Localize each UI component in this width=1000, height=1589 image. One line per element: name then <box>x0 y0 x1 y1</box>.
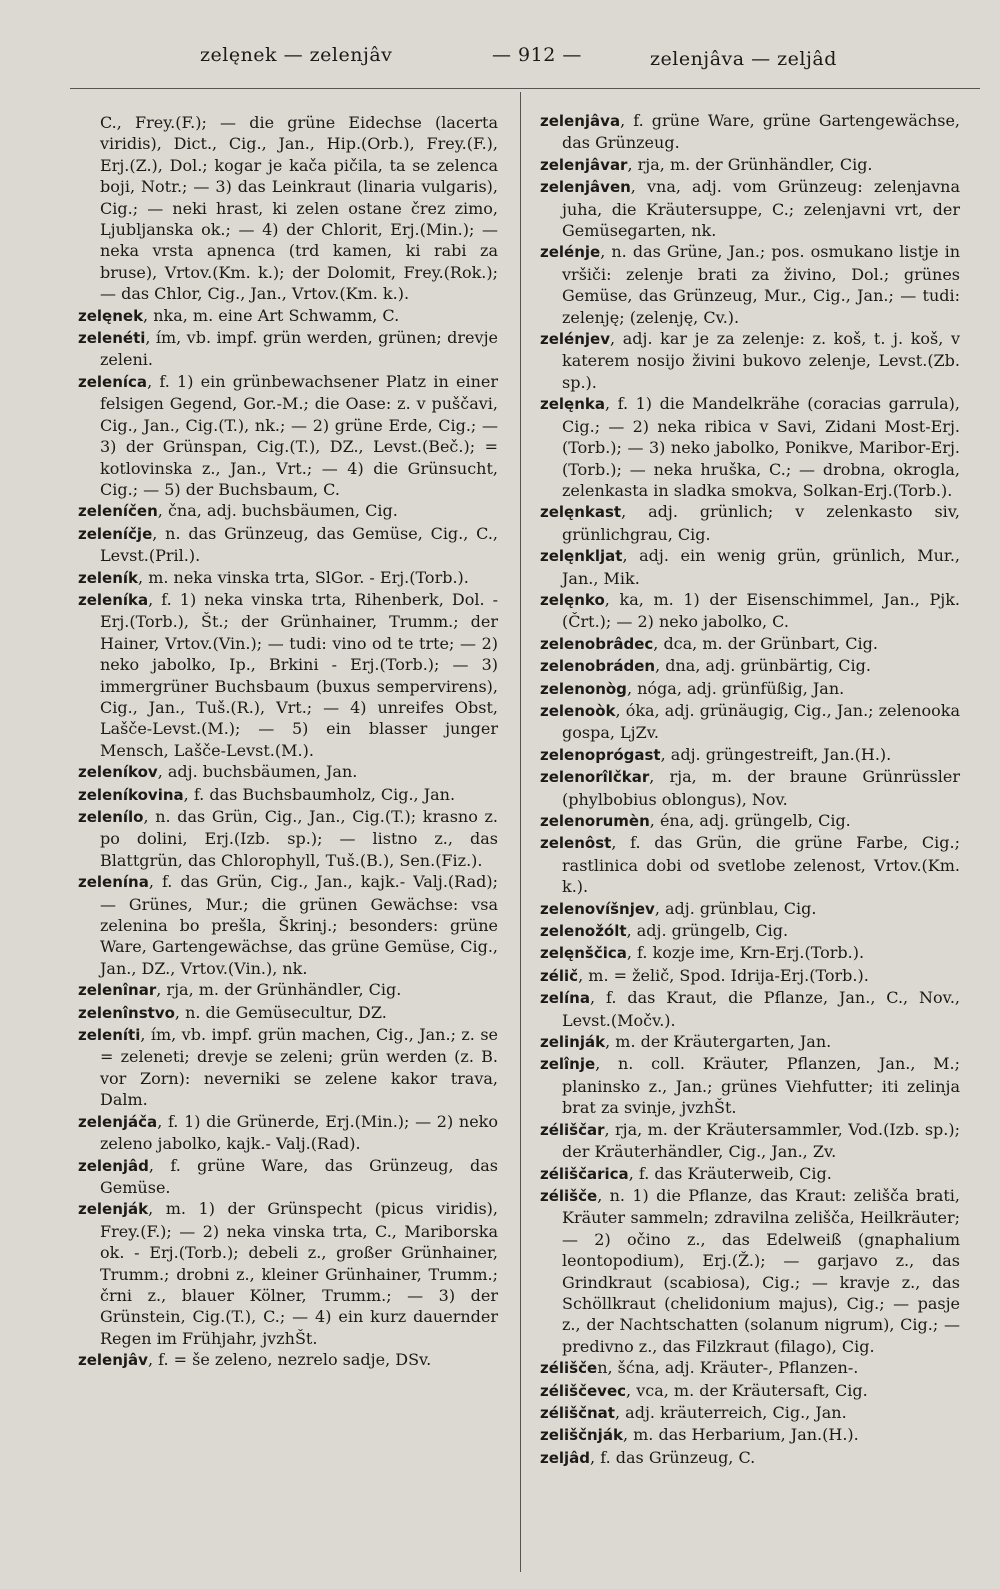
entry-definition: , vna, adj. vom Grünzeug: zelenjavna juha, die Kräutersuppe, C.; zelenjavni vrt, der Gemüsegarten, nk. <box>562 177 960 241</box>
entry-definition: , n. das Grüne, Jan.; pos. osmukano listje in vršiči: zelenje brati za živino, Dol.; grünes Gemüse, das Grünzeug, Mur., Cig., Jan.; — tudi: zelenję; (zelenję, Cv.). <box>562 242 960 327</box>
dictionary-entry <box>540 920 960 942</box>
entry-definition: , f. das Kräuterweib, Cig. <box>628 1163 832 1183</box>
dictionary-entry <box>78 806 498 871</box>
entry-definition: , ím, vb. impf. grün werden, grünen; drevje zeleni. <box>100 328 498 370</box>
entry-headword: zelenînar <box>78 981 157 1000</box>
dictionary-entry <box>78 305 498 327</box>
page-header <box>60 44 970 84</box>
dictionary-entry <box>540 589 960 633</box>
entry-definition: , f. 1) die Mandelkrähe (coracias garrula), Cig.; — 2) neka ribica v Savi, Zidani Most-Erj.(Torb.); — 3) neko jabolko, Ponikve, Maribor-Erj.(Torb.); — neka hruška, C.; — drobna, okrogla, zelenkasta in sladka smokva, Solkan-Erj.(Torb.). <box>562 394 960 500</box>
dictionary-entry <box>78 871 498 979</box>
header-right-guide-words: zelenjâva — zeljâd <box>650 48 837 70</box>
entry-headword: zelęnkast <box>540 503 622 522</box>
entry-headword: zelęnko <box>540 590 605 609</box>
entry-headword: zelęnek <box>78 306 144 325</box>
dictionary-entry <box>78 1198 498 1349</box>
right-column <box>540 110 960 1469</box>
entry-headword: zelenéti <box>78 329 146 348</box>
dictionary-entry <box>78 1349 498 1371</box>
dictionary-entry <box>540 1380 960 1402</box>
entry-definition: , adj. grüngelb, Cig. <box>626 921 789 941</box>
entry-headword: zéliščarica <box>540 1164 629 1183</box>
entry-definition: , adj. kar je za zelenje: z. koš, t. j. koš, v katerem nosijo živini bukovo zelenje, Levst.(Zb. sp.). <box>562 329 960 392</box>
entry-headword: zelenják <box>78 1200 149 1219</box>
entry-headword: zeleníca <box>78 372 148 391</box>
dictionary-entry <box>540 1447 960 1469</box>
dictionary-entry <box>540 545 960 589</box>
dictionary-entry <box>78 523 498 567</box>
entry-definition: , f. das Grünzeug, C. <box>590 1447 756 1467</box>
entry-definition: , f. grüne Ware, das Grünzeug, das Gemüse. <box>100 1155 498 1197</box>
dictionary-entry <box>78 1155 498 1199</box>
dictionary-entry <box>78 500 498 522</box>
entry-definition: , m. der Kräutergarten, Jan. <box>605 1032 832 1052</box>
entry-headword: zelénjev <box>540 330 610 349</box>
entry-headword: zeleníčje <box>78 524 153 543</box>
entry-definition: , adj. buchsbäumen, Jan. <box>157 762 358 782</box>
entry-headword: zelenînstvo <box>78 1003 175 1022</box>
entry-headword: zelenovíšnjev <box>540 899 655 918</box>
entry-definition: , rja, m. der braune Grünrüssler (phylbobius oblongus), Nov. <box>562 767 960 809</box>
entry-definition: , n. das Grünzeug, das Gemüse, Cig., C., Levst.(Pril.). <box>100 523 498 566</box>
entry-headword: zeleník <box>78 568 139 587</box>
entry-definition: C., Frey.(F.); — die grüne Eidechse (lacerta viridis), Dict., Cig., Jan., Hip.(Orb.), Frey.(F.), Erj.(Z.), Dol.; kogar je kača pičila, ta se zelenca boji, Notr.; — 3) das Leinkraut (linaria vulgaris), Cig.; — neki hrast, ki zelen ostane črez zimo, Ljubljanska ok.; — 4) der Chlorit, Erj.(Min.); — neka vrsta apnenca (trd kamen, ki rabi za bruse), Vrtov.(Km. k.); der Dolomit, Frey.(Rok.); — das Chlor, Cig., Jan., Vrtov.(Km. k.). <box>100 113 498 304</box>
entry-headword: zeleníkov <box>78 763 158 782</box>
entry-definition: , m. = želič, Spod. Idrija-Erj.(Torb.). <box>578 965 869 985</box>
entry-definition: , f. das Grün, Cig., Jan., kajk.- Valj.(Rad); — Grünes, Mur.; die grünen Gewächse: vsa zelenina bo prešla, Škrinj.; besonders: grüne Ware, Gartengewächse, das grüne Gemüse, Cig., Jan., DZ., Vrtov.(Vin.), nk. <box>100 872 498 978</box>
entry-headword: zélišče <box>540 1186 598 1205</box>
dictionary-entry <box>78 1024 498 1111</box>
entry-definition: , rja, m. der Kräutersammler, Vod.(Izb. sp.); der Kräuterhändler, Cig., Jan., Zv. <box>562 1119 960 1162</box>
dictionary-entry <box>540 241 960 328</box>
entry-headword: zelenoprógast <box>540 745 661 764</box>
entry-headword: zelína <box>540 989 590 1008</box>
entry-definition: , adj. grünblau, Cig. <box>654 898 817 918</box>
dictionary-entry <box>540 1053 960 1118</box>
entry-definition: , f. das Kraut, die Pflanze, Jan., C., Nov., Levst.(Močv.). <box>562 988 960 1030</box>
entry-definition: , f. grüne Ware, grüne Gartengewächse, das Grünzeug. <box>562 111 960 153</box>
dictionary-entry <box>78 979 498 1001</box>
dictionary-entry <box>540 110 960 154</box>
entry-headword: zéliščevec <box>540 1381 627 1400</box>
entry-definition: , óka, adj. grünäugig, Cig., Jan.; zelenooka gospa, LjZv. <box>562 700 960 743</box>
entry-headword: zelenjâva <box>540 112 621 130</box>
entry-headword: zelinják <box>540 1033 606 1052</box>
page-number: — 912 — <box>492 44 582 66</box>
entry-headword: zeliščnják <box>540 1426 623 1445</box>
dictionary-entry <box>540 1402 960 1424</box>
dictionary-entry <box>78 761 498 783</box>
dictionary-entry <box>540 1357 960 1379</box>
dictionary-entry <box>540 942 960 964</box>
entry-headword: zelenjâvar <box>540 155 628 174</box>
entry-definition: , f. = še zeleno, nezrelo sadje, DSv. <box>147 1350 432 1370</box>
entry-headword: zelęnkljat <box>540 547 623 566</box>
column-divider <box>520 92 521 1572</box>
dictionary-entry <box>78 784 498 806</box>
entry-definition: , nóga, adj. grünfüßig, Jan. <box>626 678 845 698</box>
entry-headword: zélič <box>540 966 579 985</box>
dictionary-entry <box>78 112 498 305</box>
entry-headword: zéliščar <box>540 1120 605 1139</box>
dictionary-entry <box>540 744 960 766</box>
entry-definition: , m. neka vinska trta, SlGor. - Erj.(Torb.). <box>138 567 469 587</box>
header-rule <box>70 88 980 89</box>
entry-headword: zéliščnat <box>540 1403 615 1422</box>
dictionary-entry <box>540 700 960 744</box>
dictionary-entry <box>78 371 498 500</box>
entry-definition: , rja, m. der Grünhändler, Cig. <box>156 980 402 1000</box>
entry-headword: zelenobráden <box>540 657 656 676</box>
header-left-guide-words: zelęnek — zelenjâv <box>200 44 393 66</box>
entry-headword: zeleníkovina <box>78 785 184 804</box>
entry-headword: zeleníka <box>78 590 149 609</box>
entry-definition: , n. coll. Kräuter, Pflanzen, Jan., M.; planinsko z., Jan.; grünes Viehfutter; iti zelinja brat za svinje, jvzhŠt. <box>562 1054 960 1118</box>
dictionary-entry <box>78 589 498 761</box>
entry-headword: zelenoòk <box>540 701 616 720</box>
dictionary-entry <box>540 176 960 241</box>
entry-headword: zelenonòg <box>540 679 627 698</box>
entry-definition: , n. 1) die Pflanze, das Kraut: zelišča brati, Kräuter sammeln; zdravilna zelišča, Heilkräuter; — 2) očino z., das Edelweiß (gnaphalium leontopodium), Erj.(Ž.); — garjavo z., das Grindkraut (scabiosa), Cig.; — kravje z., das Schöllkraut (chelidonium majus), Cig.; — pasje z., der Nachtschatten (solanum nigrum), Cig.; — predivno z., das Filzkraut (filago), Cig. <box>562 1185 960 1356</box>
entry-headword: zelenorumèn <box>540 812 650 830</box>
entry-definition: , f. 1) die Grünerde, Erj.(Min.); — 2) neko zeleno jabolko, kajk.- Valj.(Rad). <box>100 1111 498 1154</box>
entry-definition: , adj. kräuterreich, Cig., Jan. <box>614 1402 847 1422</box>
entry-definition: , dna, adj. grünbärtig, Cig. <box>655 656 871 676</box>
dictionary-entry <box>540 633 960 655</box>
dictionary-entry <box>540 766 960 810</box>
dictionary-entry <box>78 567 498 589</box>
entry-definition: , adj. ein wenig grün, grünlich, Mur., Jan., Mik. <box>562 546 960 588</box>
entry-headword: zelenožólt <box>540 922 627 941</box>
dictionary-entry <box>540 987 960 1031</box>
entry-definition: , f. 1) neka vinska trta, Rihenberk, Dol. - Erj.(Torb.), Št.; der Grünhainer, Trumm.; der Hainer, Vrtov.(Vin.); — tudi: vino od te trte; — 2) neko jabolko, Ip., Brkini - Erj.(Torb.); — 3) immergrüner Buchsbaum (buxus sempervirens), Cig., Jan., Tuš.(R.), Vrt.; — 4) unreifes Obst, Lašče-Levst.(M.); — 5) ein blasser junger Mensch, Lašče-Levst.(M.). <box>100 589 498 760</box>
entry-headword: zelenjâd <box>78 1156 149 1175</box>
entry-definition: n, šćna, adj. Kräuter-, Pflanzen-. <box>597 1358 859 1378</box>
dictionary-entry <box>540 501 960 545</box>
dictionary-entry <box>540 328 960 393</box>
entry-definition: , m. 1) der Grünspecht (picus viridis), Frey.(F.); — 2) neka vinska trta, C., Mariborska ok. - Erj.(Torb.); debeli z., großer Grünhainer, Trumm.; drobni z., kleiner Grünhainer, Trumm.; črni z., blauer Kölner, Trumm.; — 3) der Grünstein, Cig.(T.), C.; — 4) ein kurz dauernder Regen im Frühjahr, jvzhŠt. <box>100 1199 498 1348</box>
dictionary-entry <box>540 1424 960 1446</box>
entry-headword: zeljâd <box>540 1448 591 1467</box>
entry-headword: zelęnka <box>540 395 605 414</box>
entry-definition: , vca, m. der Kräutersaft, Cig. <box>626 1380 868 1400</box>
entry-definition: , rja, m. der Grünhändler, Cig. <box>627 154 873 174</box>
entry-headword: zelenína <box>78 873 149 892</box>
entry-headword: zelenôst <box>540 834 612 853</box>
entry-definition: , ím, vb. impf. grün machen, Cig., Jan.; z. se = zeleneti; drevje se zeleni; grün werden (z. B. vor Zorn): neverniki se zelene kakor trava, Dalm. <box>100 1025 498 1110</box>
entry-definition: , f. kozje ime, Krn-Erj.(Torb.). <box>626 943 865 963</box>
entry-definition: , dca, m. der Grünbart, Cig. <box>653 633 878 653</box>
entry-definition: , n. das Grün, Cig., Jan., Cig.(T.); krasno z. po dolini, Erj.(Izb. sp.); — listno z., das Blattgrün, das Chlorophyll, Tuš.(B.), Sen.(Fiz.). <box>100 807 498 870</box>
entry-headword: zelînje <box>540 1055 596 1074</box>
dictionary-entry <box>540 810 960 832</box>
entry-headword: zelenjáča <box>78 1112 158 1131</box>
dictionary-entry <box>540 393 960 501</box>
entry-headword: zélišče <box>540 1359 598 1378</box>
entry-definition: , f. das Grün, die grüne Farbe, Cig.; rastlinica dobi od svetlobe zelenost, Vrtov.(Km. k.). <box>562 833 960 897</box>
entry-headword: zelenorîlčkar <box>540 768 650 787</box>
entry-definition: , éna, adj. grüngelb, Cig. <box>649 811 851 830</box>
entry-headword: zelenjâven <box>540 178 631 197</box>
entry-headword: zeleníčen <box>78 502 158 521</box>
left-column <box>78 112 498 1372</box>
dictionary-entry <box>540 678 960 700</box>
entry-headword: zelénje <box>540 243 601 262</box>
entry-definition: , f. 1) ein grünbewachsener Platz in einer felsigen Gegend, Gor.-M.; die Oase: z. v puščavi, Cig., Jan., Cig.(T.), nk.; — 2) grüne Erde, Cig.; — 3) der Grünspan, Cig.(T.), DZ., Levst.(Beč.); = kotlovinska z., Jan., Vrt.; — 4) die Grünsucht, Cig.; — 5) der Buchsbaum, C. <box>100 371 498 499</box>
dictionary-entry <box>78 327 498 371</box>
entry-definition: , adj. grünlich; v zelenkasto siv, grünlichgrau, Cig. <box>562 502 960 544</box>
entry-headword: zeleníti <box>78 1026 141 1045</box>
entry-definition: , čna, adj. buchsbäumen, Cig. <box>157 501 398 521</box>
dictionary-entry <box>540 1185 960 1357</box>
entry-headword: zelenílo <box>78 808 144 826</box>
entry-headword: zelenjâv <box>78 1351 148 1370</box>
entry-definition: , m. das Herbarium, Jan.(H.). <box>622 1425 859 1445</box>
dictionary-entry <box>540 1163 960 1185</box>
dictionary-entry <box>540 832 960 897</box>
dictionary-entry <box>540 154 960 176</box>
dictionary-entry <box>540 655 960 677</box>
dictionary-entry <box>78 1002 498 1024</box>
dictionary-entry <box>540 898 960 920</box>
entry-headword: zelenobrâdec <box>540 634 654 653</box>
entry-headword: zelęnščica <box>540 944 627 963</box>
dictionary-entry <box>78 1111 498 1155</box>
entry-definition: , ka, m. 1) der Eisenschimmel, Jan., Pjk.(Črt.); — 2) neko jabolko, C. <box>562 589 960 632</box>
entry-definition: , nka, m. eine Art Schwamm, C. <box>143 305 400 325</box>
entry-definition: , f. das Buchsbaumholz, Cig., Jan. <box>183 784 456 804</box>
entry-definition: , adj. grüngestreift, Jan.(H.). <box>660 744 892 764</box>
dictionary-entry <box>540 1031 960 1053</box>
dictionary-entry <box>540 1119 960 1163</box>
dictionary-entry <box>540 965 960 987</box>
entry-definition: , n. die Gemüsecultur, DZ. <box>174 1002 387 1022</box>
